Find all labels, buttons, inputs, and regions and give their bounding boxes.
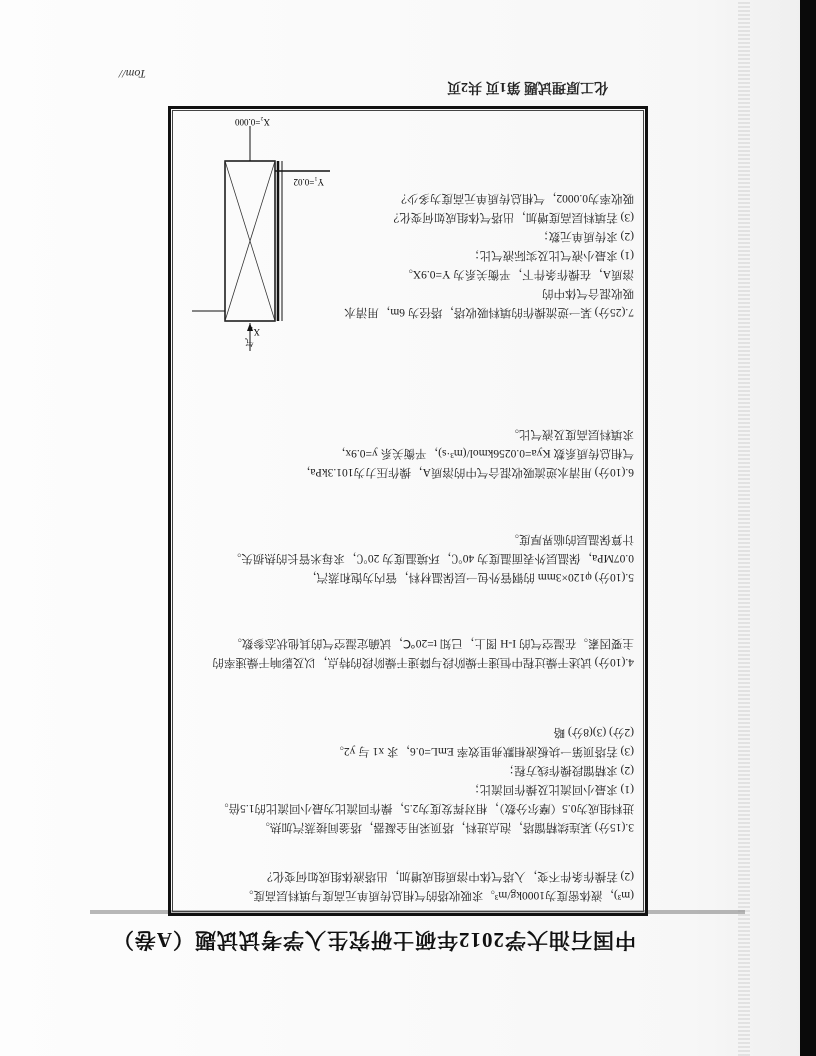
absorption-tower-diagram (190, 116, 330, 351)
diagram-label-y1: Y₁=0.02 (293, 177, 324, 187)
question-5: 5.(10分) φ120×3mm 的钢管外包一层保温材料，管内为饱和蒸汽， 0.07MPa，保温层外表面温度为 40℃，环境温度为 20℃，求每米管长的热损失。 计算保温层的临界厚度。 (229, 533, 634, 583)
question-3: 3.(15分) 某连续精馏塔，泡点进料，塔顶采用全凝器，塔釜间接蒸汽加热。 进料组成为0.5（摩尔分数），相对挥发度为2.5，操作回流比为最小回流比的1.5倍。 (1) 求最小回流比及操作回流比； (2) 求精馏段操作线方程； (3) 若塔顶第一块板液相默弗里效率 EmL=0.6，求 x1 与 y2。 (2分) (3)(8分) 略 (217, 726, 634, 833)
running-head: 化工原理试题 第1页 共2页 (447, 79, 608, 94)
exam-title: 中国石油大学2012年硕士研究生入学考试试题（A卷） (111, 928, 636, 952)
question-6: 6.(10分) 用清水逆流吸收混合气中的溶质A，操作压力为101.3kPa， 气相总传质系数 Kya=0.0256kmol/(m³·s)，平衡关系 y=0.9x， 求填料层高度及液气比。 (298, 428, 634, 478)
diagram-label-x1: X₁ (250, 327, 260, 337)
handwritten-mark: Tom// (119, 67, 146, 81)
diagram-label-gas: 气 (244, 337, 254, 347)
intro-paragraph: (m³)，液体密度为1000kg/m³。求吸收塔的气相总传质单元高度与填料层高度。 (2) 若操作条件不变，入塔气体中溶质组成增加，出塔液体组成如何变化？ (241, 870, 634, 901)
question-7: 7.(25分) 某一逆流操作的填料吸收塔，塔径为 6m，用清水吸收混合气体中的 溶质A，在操作条件下，平衡关系为 Y=0.9X。 (1) 求最小液气比及实际液气比； (2) 求传质单元数； (3) 若填料层高度增加，出塔气体组成如何变化？ 吸收率为0.0002，气相总传质单元高度为多少？ (344, 192, 634, 318)
diagram-label-x2: X₂=0.000 (235, 117, 270, 127)
question-4: 4.(10分) 试述干燥过程中恒速干燥阶段与降速干燥阶段的特点，以及影响干燥速率的 主要因素。在湿空气的 I-H 图上，已知 t=20℃，试确定湿空气的其他状态参数。 (212, 637, 634, 668)
